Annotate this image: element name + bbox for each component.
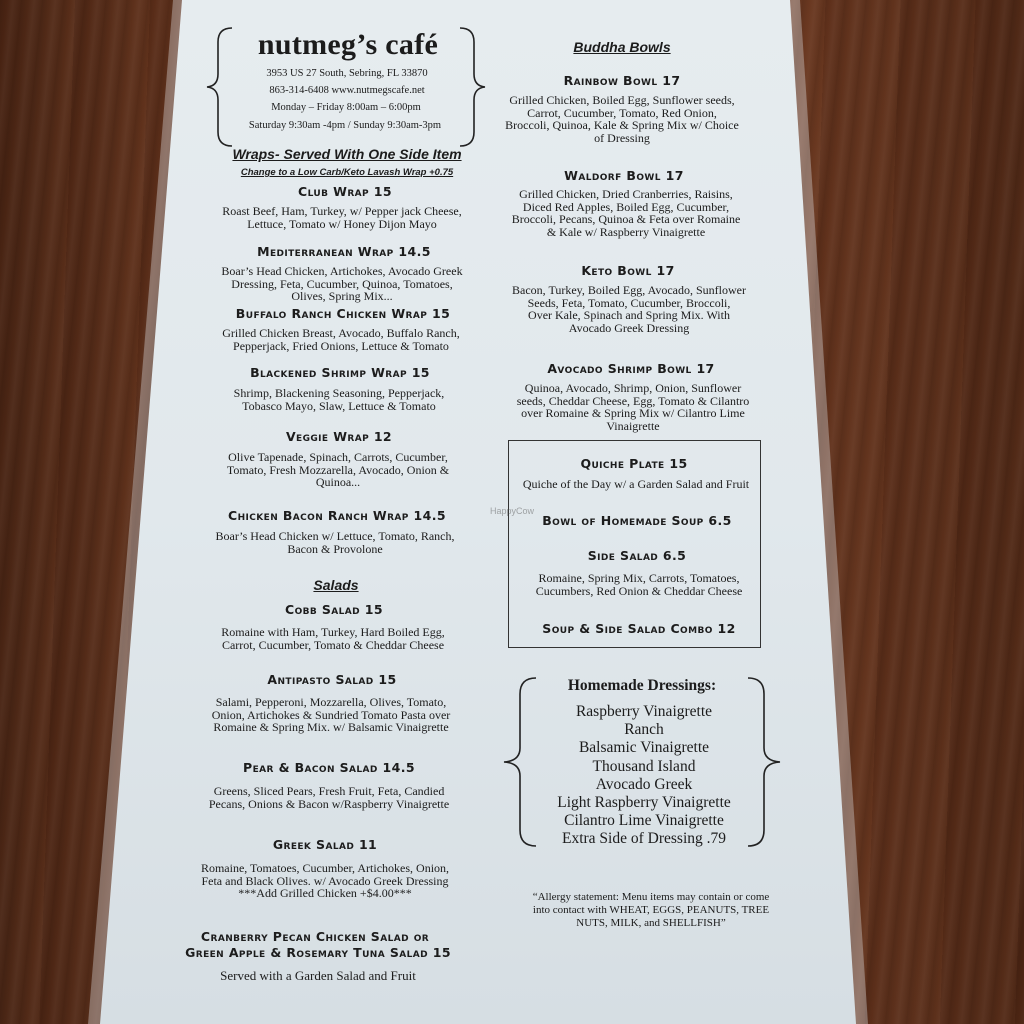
allergy-statement: “Allergy statement: Menu items may contain or come into contact with WHEAT, EGGS, PEANUTS, TREE NUTS, MILK, and SHELLFISH” [532,891,770,929]
combo-salad-line2: Green Apple & Rosemary Tuna Salad 15 [185,945,451,960]
menu-item-name: Club Wrap 15 [298,184,392,199]
side-salad-name: Side Salad 6.5 [587,548,687,563]
cafe-phone-web: 863-314-6408 www.nutmegscafe.net [269,85,425,96]
menu-item-name: Avocado Shrimp Bowl 17 [547,361,715,376]
soup-salad-combo-name: Soup & Side Salad Combo 12 [542,621,736,636]
left-brace-icon [204,26,234,148]
specials-box [508,440,761,648]
menu-item-desc: Romaine with Ham, Turkey, Hard Boiled Egg, Carrot, Cucumber, Tomato & Cheddar Cheese [221,625,445,652]
watermark: HappyCow [490,506,535,516]
dressings-heading: Homemade Dressings: [567,677,717,694]
menu-item-desc: Romaine, Tomatoes, Cucumber, Artichokes, Onion, Feta and Black Olives. w/ Avocado Greek Dressing ***Add Grilled Chicken +$4.00*** [200,861,450,900]
menu-item-desc: Grilled Chicken, Dried Cranberries, Raisins, Diced Red Apples, Boiled Egg, Cucumber, Broccoli, Pecans, Quinoa & Feta over Romaine & Kale w/ Raspberry Vinaigrette [511,187,741,239]
menu-item-name: Keto Bowl 17 [581,263,675,278]
menu-item-name: Antipasto Salad 15 [267,672,397,687]
right-brace-icon [458,26,488,148]
combo-salad-desc: Served with a Garden Salad and Fruit [220,968,416,983]
hours-weekday: Monday – Friday 8:00am – 6:00pm [271,102,421,113]
menu-item-name: Greek Salad 11 [272,837,378,852]
menu-item-name: Veggie Wrap 12 [285,429,393,444]
cafe-name: nutmeg’s café [257,28,439,61]
soup-name: Bowl of Homemade Soup 6.5 [542,513,732,528]
quiche-plate-name: Quiche Plate 15 [580,456,688,471]
menu-item-desc: Boar’s Head Chicken w/ Lettuce, Tomato, Ranch, Bacon & Provolone [215,529,455,556]
menu-item-name: Pear & Bacon Salad 14.5 [243,760,415,775]
menu-item-desc: Olive Tapenade, Spinach, Carrots, Cucumber, Tomato, Fresh Mozzarella, Avocado, Onion & Quinoa... [226,450,450,489]
salads-heading: Salads [313,577,359,593]
menu-item-desc: Roast Beef, Ham, Turkey, w/ Pepper jack Cheese, Lettuce, Tomato w/ Honey Dijon Mayo [222,204,462,231]
quiche-plate-desc: Quiche of the Day w/ a Garden Salad and Fruit [522,477,750,491]
menu-item-desc: Grilled Chicken, Boiled Egg, Sunflower seeds, Carrot, Cucumber, Tomato, Red Onion, Broccoli, Quinoa, Kale & Spring Mix w/ Choice of Dressing [505,93,739,145]
menu-item-desc: Quinoa, Avocado, Shrimp, Onion, Sunflower seeds, Cheddar Cheese, Egg, Tomato & Cilantro over Romaine & Spring Mix w/ Cilantro Lime Vinaigrette [516,381,750,433]
cafe-address: 3953 US 27 South, Sebring, FL 33870 [266,68,428,79]
menu-item-desc: Greens, Sliced Pears, Fresh Fruit, Feta, Candied Pecans, Onions & Bacon w/Raspberry Vinaigrette [208,784,450,811]
menu-item-desc: Boar’s Head Chicken, Artichokes, Avocado Greek Dressing, Feta, Cucumber, Quinoa, Tomatoes, Olives, Spring Mix... [221,264,463,303]
menu-item-desc: Shrimp, Blackening Seasoning, Pepperjack, Tobasco Mayo, Slaw, Lettuce & Tomato [233,386,445,413]
menu-item-name: Blackened Shrimp Wrap 15 [250,365,430,380]
left-brace-icon [500,676,540,848]
hours-weekend: Saturday 9:30am -4pm / Sunday 9:30am-3pm [248,120,442,131]
menu-item-name: Mediterranean Wrap 14.5 [257,244,431,259]
side-salad-desc: Romaine, Spring Mix, Carrots, Tomatoes, Cucumbers, Red Onion & Cheddar Cheese [535,571,743,598]
menu-item-name: Cobb Salad 15 [285,602,383,617]
menu-item-name: Rainbow Bowl 17 [563,73,681,88]
menu-item-name: Buffalo Ranch Chicken Wrap 15 [235,306,451,321]
right-brace-icon [744,676,784,848]
menu-item-desc: Grilled Chicken Breast, Avocado, Buffalo Ranch, Pepperjack, Fried Onions, Lettuce & Tomato [222,326,460,353]
combo-salad-line1: Cranberry Pecan Chicken Salad or [200,929,430,944]
dressings-list: Raspberry Vinaigrette Ranch Balsamic Vinaigrette Thousand Island Avocado Greek Light Raspberry Vinaigrette Cilantro Lime Vinaigrette Extra Side of Dressing .79 [557,703,731,848]
menu-item-desc: Salami, Pepperoni, Mozzarella, Olives, Tomato, Onion, Artichokes & Sundried Tomato Pasta over Romaine & Spring Mix. w/ Balsamic Vinaigrette [211,695,451,734]
menu-item-name: Chicken Bacon Ranch Wrap 14.5 [228,508,446,523]
wraps-note: Change to a Low Carb/Keto Lavash Wrap +0.75 [240,167,454,178]
menu-item-name: Waldorf Bowl 17 [564,168,684,183]
menu-item-desc: Bacon, Turkey, Boiled Egg, Avocado, Sunflower Seeds, Feta, Tomato, Cucumber, Broccoli, Over Kale, Spinach and Spring Mix. With Avocado Greek Dressing [512,283,746,335]
wraps-heading: Wraps- Served With One Side Item [232,146,462,162]
bowls-heading: Buddha Bowls [573,39,671,55]
